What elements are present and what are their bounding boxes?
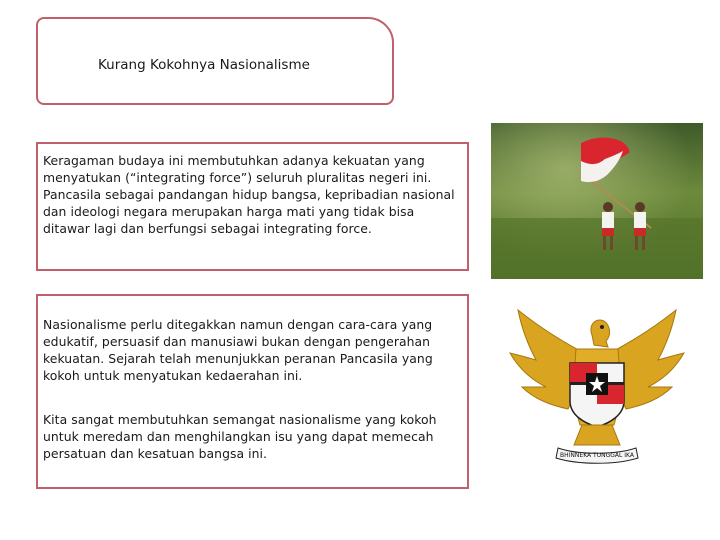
emblem-motto: BHINNEKA TUNGGAL IKA [560, 452, 634, 459]
text-box-nationalism [36, 294, 469, 489]
nationalism-paragraph-2: Kita sangat membutuhkan semangat nasionalisme yang kokoh untuk meredam dan menghilangkan isu yang dapat memecah persatuan dan kesatuan bangsa ini. [43, 412, 437, 461]
title-box [36, 17, 394, 105]
flag-children-photo [491, 123, 703, 279]
garuda-pancasila-emblem [488, 305, 706, 470]
text-box-pluralism [36, 142, 469, 271]
pluralism-paragraph: Keragaman budaya ini membutuhkan adanya kekuatan yang menyatukan (“integrating force”) seluruh pluralitas negeri ini. Pancasila sebagai pandangan hidup bangsa, kepribadian nasional dan ideologi negara merupakan harga mati yang tidak bisa ditawar lagi dan berfungsi sebagai integrating force. [43, 153, 455, 236]
flag-children-illustration [491, 123, 703, 279]
nationalism-paragraph-1: Nasionalisme perlu ditegakkan namun dengan cara-cara yang edukatif, persuasif dan manusiawi bukan dengan pengerahan kekuatan. Sejarah telah menunjukkan peranan Pancasila yang kokoh untuk menyatukan kedaerahan ini. [43, 317, 433, 383]
garuda-icon [488, 305, 706, 470]
slide-title: Kurang Kokohnya Nasionalisme [98, 57, 310, 73]
